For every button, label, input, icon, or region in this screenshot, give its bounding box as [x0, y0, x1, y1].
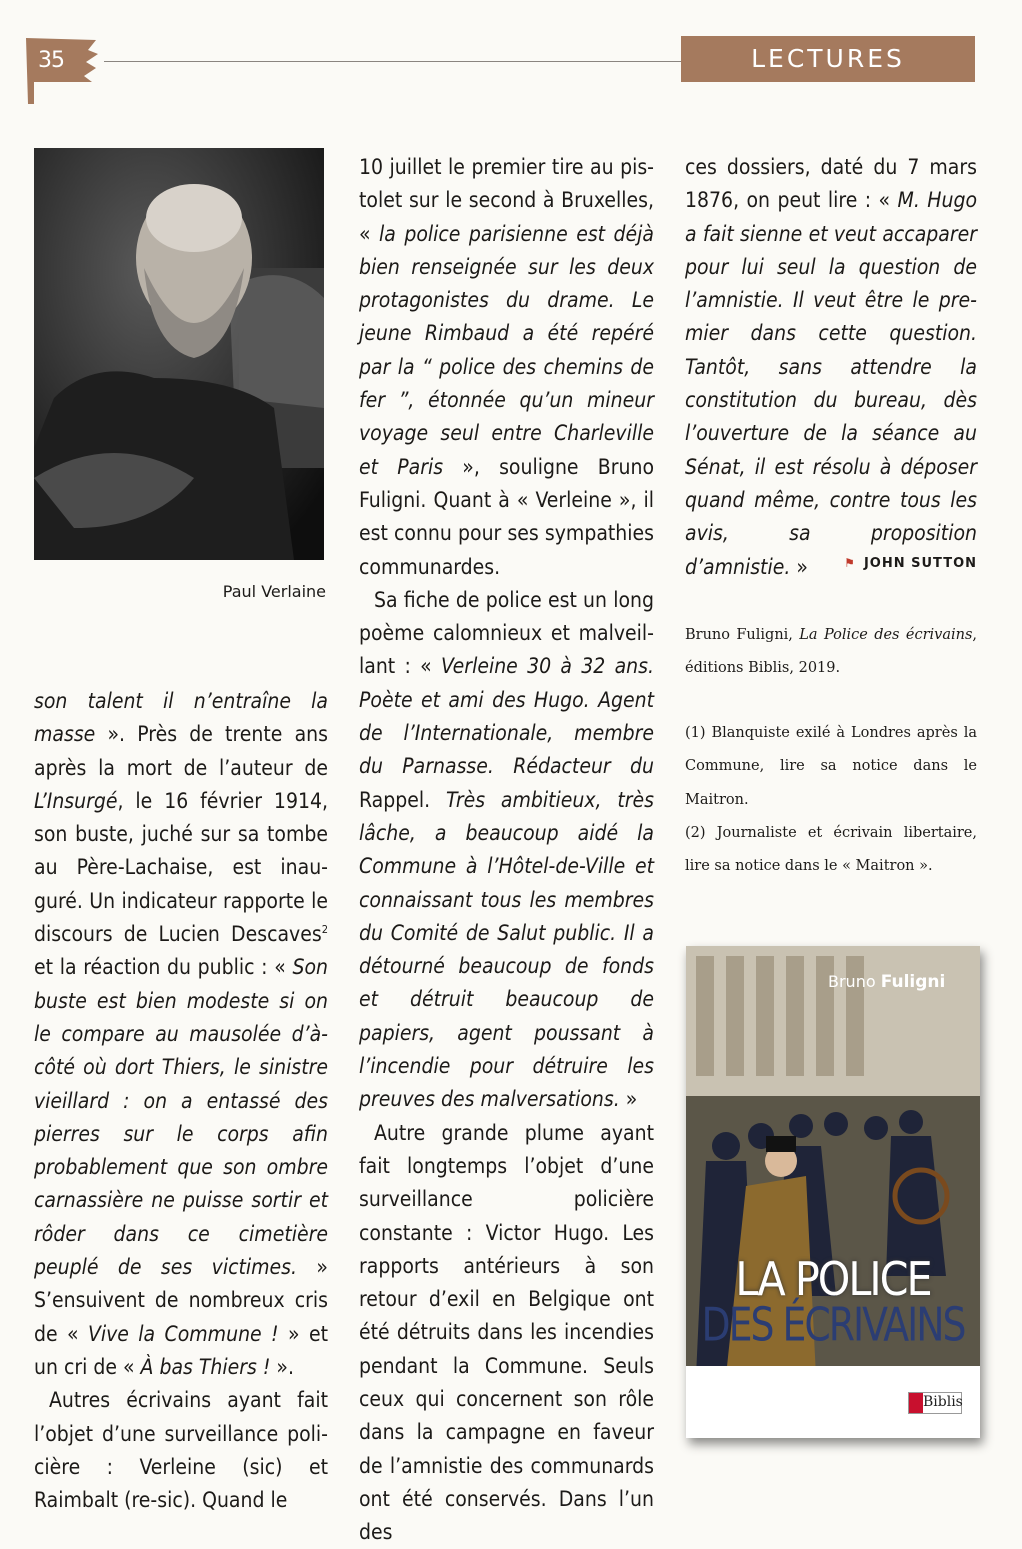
byline-flag-icon: ⚑: [844, 556, 856, 570]
footnotes: [685, 717, 977, 883]
cover-author: Bruno Fuligni: [828, 972, 946, 992]
article-column-1: son talent il n’entraîne la masse ». Près de trente ans après la mort de l’auteur de L’Insurgé, le 16 février 1914, son buste, juché sur sa tombe au Père-Lachaise, est inauguré. Un indicateur rapporte le discours de Lucien Descaves$^2$ et la réaction du public : « Son buste est bien modeste si on le compare au mausolée d’à-côté où dort Thiers, le sinistre vieillard : on a entassé des pierres sur le corps afin probablement que son ombre carnassière ne puisse sortir et rôder dans ce cimetière peuplé de ses victimes. » S’ensuivent de nombreux cris de « Vive la Commune ! » et un cri de « À bas Thiers ! ». Autres écrivains ayant fait l’objet d’une surveillance policière : Verleine (sic) et Raimbalt (re-sic). Quand le: [34, 689, 328, 1513]
section-title: LECTURES: [751, 44, 905, 73]
publisher-logo: Biblis: [908, 1392, 962, 1414]
header-rule: [104, 61, 684, 62]
portrait-photo: [34, 148, 324, 560]
biblio-title: La Police des écrivains: [799, 627, 973, 643]
article-column-3: ces dossiers, daté du 7 mars 1876, on peut lire : « M. Hugo a fait sienne et veut accaparer pour lui seul la question de l’amnistie. Il veut être le premier dans cette question. Tantôt, sans attendre la constitution du bureau, dès l’ouverture de la séance au Sénat, il est résolu à déposer quand même, contre tous les avis, sa proposition d’amnistie. »: [685, 155, 978, 579]
photo-caption: Paul Verlaine: [222, 582, 326, 601]
author-name: JOHN SUTTON: [863, 556, 977, 571]
biblio-author: Bruno Fuligni,: [685, 627, 793, 643]
article-column-2: 10 juillet le premier tire au pistolet sur le second à Bruxelles, « la police parisienne est déjà bien renseignée sur les deux protagonistes du drame. Le jeune Rimbaud a été repéré par la “ police des chemins de fer ”, étonnée qu’un mineur voyage seul entre Charleville et Paris », souligne Bruno Fuligni. Quant à « Verleine », il est connu pour ses sympathies communardes. Sa fiche de police est un long poème calomnieux et malveillant : « Verleine 30 à 32 ans. Poète et ami des Hugo. Agent de l’Internationale, membre du Parnasse. Rédacteur du Rappel. Très ambitieux, très lâche, a beaucoup aidé la Commune à l’Hôtel-de-Ville et connaissant tous les membres du Comité de Salut public. Il a détourné beaucoup de fonds et détruit beaucoup de papiers, agent poussant à l’incendie pour détruire les preuves des malversations. » Autre grande plume ayant fait longtemps l’objet d’une surveillance policière constante : Victor Hugo. Les rapports antérieurs à son retour d’exil en Belgique ont été détruits dans les incendies pendant la Commune. Seuls ceux qui concernent son rôle dans la campagne en faveur de l’amnistie des communards ont été conservés. Dans l’un des: [359, 155, 655, 1545]
cover-title-line-2: DES ÉCRIVAINS: [701, 1297, 965, 1352]
footnote: (2) Journaliste et écrivain libertaire, lire sa notice dans le « Maitron ».: [685, 824, 977, 875]
book-cover: [686, 946, 980, 1438]
biblio-publisher: , éditions Biblis, 2019.: [685, 627, 977, 677]
cover-title-line-1: LA POLICE: [735, 1252, 931, 1306]
article-byline: [685, 556, 977, 571]
bibliography: [685, 619, 977, 686]
footnote: (1) Blanquiste exilé à Londres après la Commune, lire sa notice dans le Maitron.: [685, 725, 977, 808]
page-number: 35: [38, 48, 64, 73]
